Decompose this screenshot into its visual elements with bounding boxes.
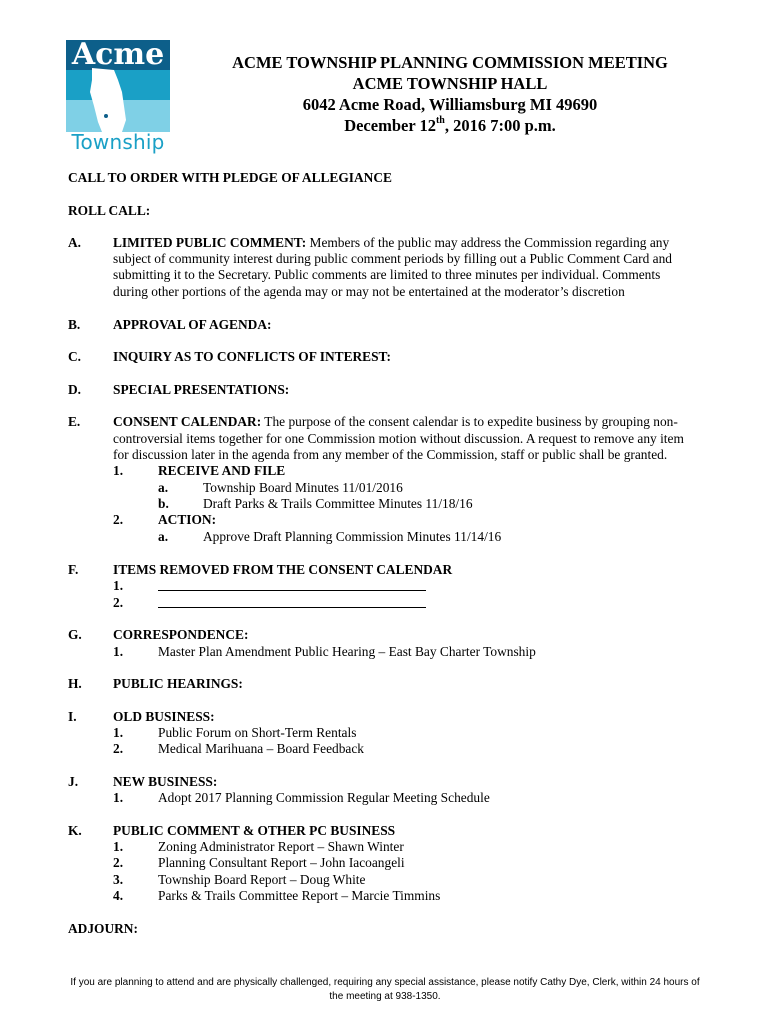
footer-line2: the meeting at 938-1350. [329,991,441,1002]
item-k-item4: Parks & Trails Committee Report – Marcie Timmins [158,888,441,903]
item-d-letter: D. [68,382,82,397]
item-b-title: APPROVAL OF AGENDA: [113,317,272,332]
header-date [185,115,715,136]
item-g-letter: G. [68,627,82,642]
date-pre: December 12 [344,116,436,135]
item-c-letter: C. [68,349,82,364]
item-k-num1: 1. [113,839,124,854]
item-b-letter: B. [68,317,81,332]
item-a-title: LIMITED PUBLIC COMMENT: [113,235,307,250]
item-h-letter: H. [68,676,82,691]
item-k-num4: 4. [113,888,124,903]
item-g-item1: Master Plan Amendment Public Hearing – East Bay Charter Township [158,644,536,659]
item-e-sub2-num: 2. [113,512,124,527]
header-title: ACME TOWNSHIP PLANNING COMMISSION MEETING [232,53,668,72]
item-k-letter: K. [68,823,82,838]
item-j-num1: 1. [113,790,124,805]
item-k-item3: Township Board Report – Doug White [158,872,366,887]
logo-subword: Township [71,130,165,154]
item-f-blank1 [158,578,426,595]
item-i-item2: Medical Marihuana – Board Feedback [158,741,364,756]
item-e-sub1b: Draft Parks & Trails Committee Minutes 11/18/16 [203,496,473,511]
item-d-title: SPECIAL PRESENTATIONS: [113,382,290,397]
item-e-sub2a-letter: a. [158,529,169,544]
item-k-item1: Zoning Administrator Report – Shawn Winter [158,839,404,854]
meeting-header [185,52,715,136]
item-e-sub2-title: ACTION: [158,512,217,527]
item-k-num2: 2. [113,855,124,870]
item-a-text1: Members of the public may address the Commission regarding any [309,235,670,250]
item-j-item1: Adopt 2017 Planning Commission Regular Meeting Schedule [158,790,490,805]
item-f-title: ITEMS REMOVED FROM THE CONSENT CALENDAR [113,562,453,577]
blank-line [158,595,426,608]
item-a-line1 [113,235,702,251]
item-j-title: NEW BUSINESS: [113,774,218,789]
item-i-num1: 1. [113,725,124,740]
call-to-order: CALL TO ORDER WITH PLEDGE OF ALLEGIANCE [68,170,392,185]
item-a-line4: during other portions of the agenda may or may not be entertained at the moderator’s discretion [113,284,625,299]
item-e-text1: The purpose of the consent calendar is to expedite business by grouping non- [264,414,678,429]
roll-call: ROLL CALL: [68,203,151,218]
item-e-title: CONSENT CALENDAR: [113,414,262,429]
item-f-blank2 [158,595,426,612]
item-f-num2: 2. [113,595,124,610]
item-k-num3: 3. [113,872,124,887]
item-g-num1: 1. [113,644,124,659]
footer-notice [60,976,710,1004]
item-f-num1: 1. [113,578,124,593]
blank-line [158,578,426,591]
item-i-letter: I. [68,709,77,724]
item-k-title: PUBLIC COMMENT & OTHER PC BUSINESS [113,823,396,838]
item-e-line2: controversial items together for one Commission motion without discussion. A request to remove any item [113,431,684,446]
item-e-sub1-title: RECEIVE AND FILE [158,463,286,478]
item-e-sub1b-letter: b. [158,496,169,511]
item-f-letter: F. [68,562,79,577]
acme-township-logo [66,40,170,156]
item-i-num2: 2. [113,741,124,756]
item-e-sub1a: Township Board Minutes 11/01/2016 [203,480,403,495]
header-location: ACME TOWNSHIP HALL [352,74,548,93]
item-j-letter: J. [68,774,79,789]
item-e-letter: E. [68,414,81,429]
item-e-line1 [113,414,678,430]
footer-line1: If you are planning to attend and are physically challenged, requiring any special assistance, please notify Cathy Dye, Clerk, within 24 hours of [70,977,700,988]
item-a-letter: A. [68,235,82,250]
date-sup: th [435,114,445,126]
item-e-sub1a-letter: a. [158,480,169,495]
date-post: , 2016 7:00 p.m. [444,116,556,135]
item-i-item1: Public Forum on Short-Term Rentals [158,725,357,740]
logo-graphic [66,40,170,132]
item-c-title: INQUIRY AS TO CONFLICTS OF INTEREST: [113,349,391,364]
item-e-sub1-num: 1. [113,463,124,478]
item-a-line2: subject of community interest during public comment periods by filling out a Public Comment Card and [113,251,672,266]
item-g-title: CORRESPONDENCE: [113,627,249,642]
item-a-line3: submitting it to the Secretary. Public comments are limited to three minutes per individual. Comments [113,267,661,282]
item-k-item2: Planning Consultant Report – John Iacoangeli [158,855,405,870]
logo-word: Acme [71,40,165,72]
item-i-title: OLD BUSINESS: [113,709,215,724]
item-e-sub2a: Approve Draft Planning Commission Minutes 11/14/16 [203,529,502,544]
item-e-line3: for discussion later in the agenda from any member of the Commission, staff or public shall be granted. [113,447,668,462]
header-address: 6042 Acme Road, Williamsburg MI 49690 [302,95,598,114]
adjourn: ADJOURN: [68,921,138,936]
item-h-title: PUBLIC HEARINGS: [113,676,243,691]
